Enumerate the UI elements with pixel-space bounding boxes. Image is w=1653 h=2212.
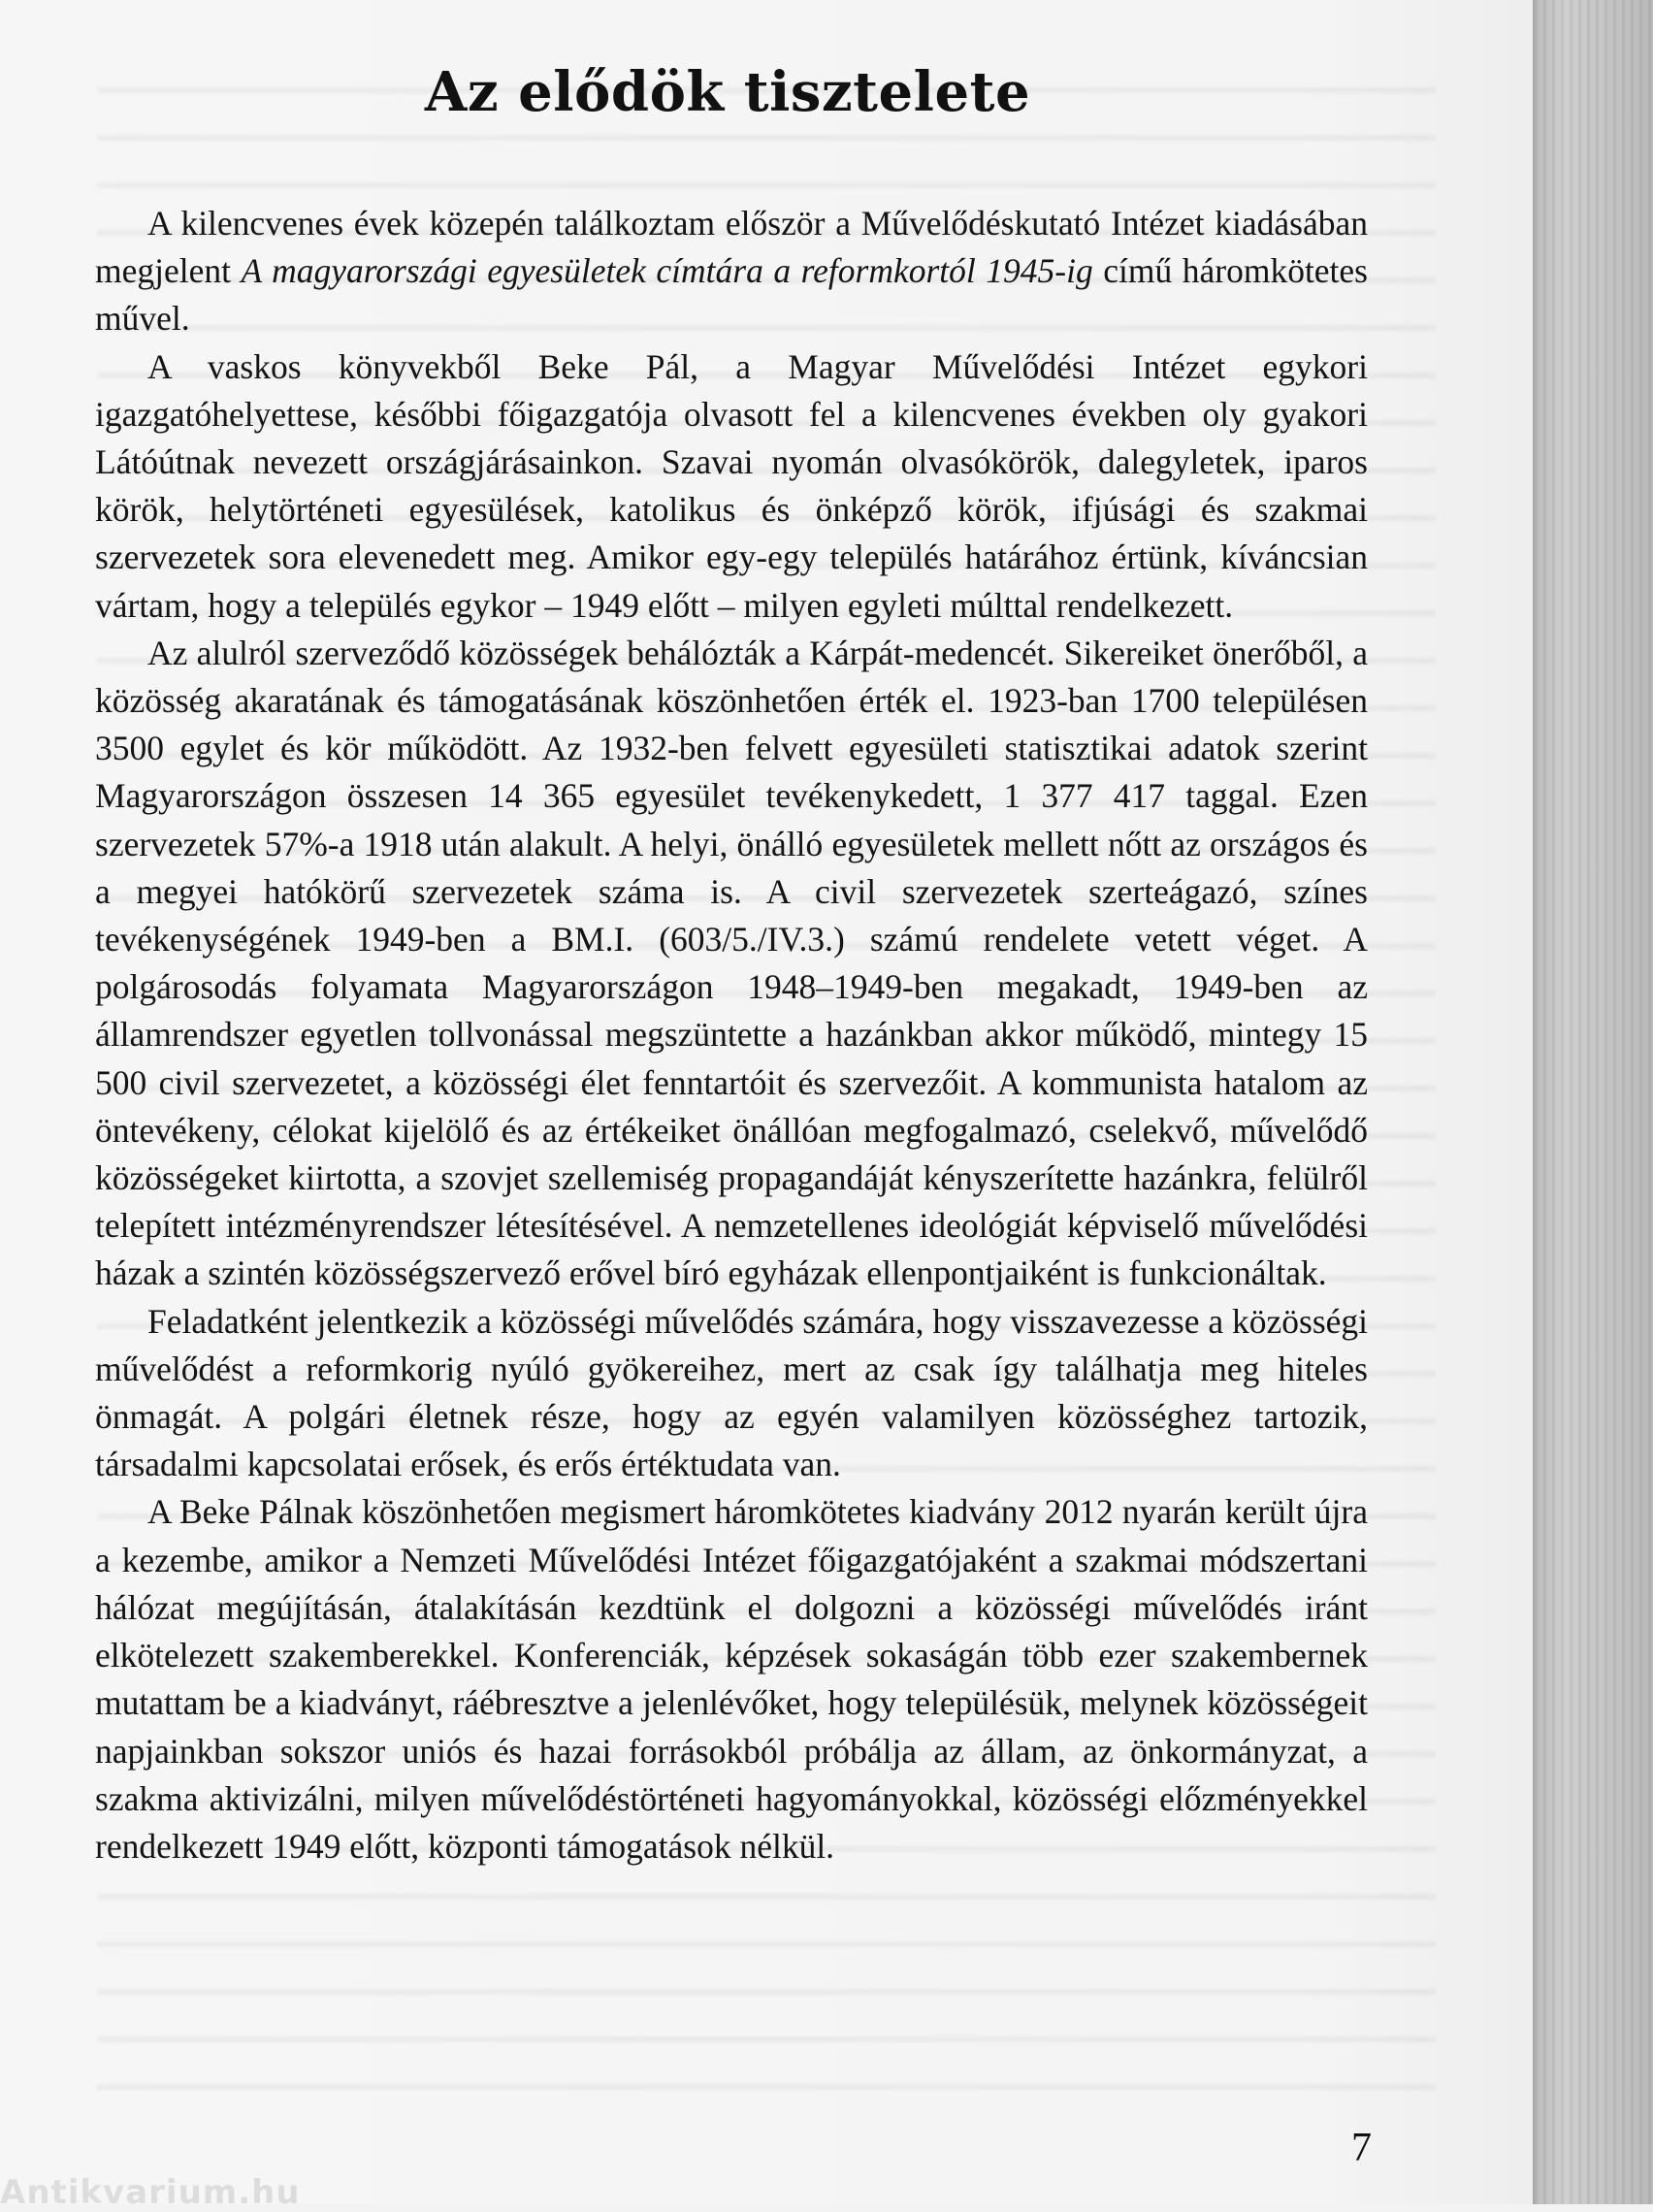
paragraph-1 <box>95 200 1368 343</box>
paragraph-2: A vaskos könyvekből Beke Pál, a Magyar Művelődési Intézet egykori igazgatóhelyettese, későbbi főigazgatója olvasott fel a kilencvenes években oly gyakori Látóútnak nevezett országjárásainkon. Szavai nyomán olvasókörök, dalegyletek, iparos körök, helytörténeti egyesülések, katolikus és önképző körök, ifjúsági és szakmai szervezetek sora elevenedett meg. Amikor egy-egy település határához értünk, kíváncsian vártam, hogy a település egykor – 1949 előtt – milyen egyleti múlttal rendelkezett. <box>95 346 1368 625</box>
page-stack-edge <box>1533 0 1653 2204</box>
watermark: Antikvarium.hu <box>0 2173 301 2212</box>
paragraph-1-book-title: A magyarországi egyesületek címtára a reformkortól 1945-ig <box>241 251 1093 291</box>
paragraph-4: Feladatként jelentkezik a közösségi művelődés számára, hogy visszavezesse a közösségi művelődést a reformkorig nyúló gyökereihez, mert az csak így találhatja meg hiteles önmagát. A polgári életnek része, hogy az egyén valamilyen közösséghez tartozik, társadalmi kapcsolatai erősek, és erős értéktudata van. <box>95 1301 1368 1484</box>
page-title: Az elődök tisztelete <box>424 60 1031 124</box>
paragraph-1-after: című háromkötetes művel. <box>95 251 1368 339</box>
page-number: 7 <box>1351 2126 1372 2170</box>
paragraph-1-before: A kilencvenes évek közepén találkoztam először a Művelődéskutató Intézet kiadásában megjelent <box>95 204 1368 291</box>
paragraph-5: A Beke Pálnak köszönhetően megismert háromkötetes kiadvány 2012 nyarán került újra a kezembe, amikor a Nemzeti Művelődési Intézet főigazgatójaként a szakmai módszertani hálózat megújításán, átalakításán kezdtünk el dolgozni a közösségi művelődés iránt elkötelezett szakemberekkel. Konferenciák, képzések sokaságán több ezer szakembernek mutattam be a kiadványt, ráébresztve a jelenlévőket, hogy településük, melynek közösségeit napjainkban sokszor uniós és hazai forrásokból próbálja az állam, az önkormányzat, a szakma aktivizálni, milyen művelődéstörténeti hagyományokkal, közösségi előzményekkel rendelkezett 1949 előtt, központi támogatások nélkül. <box>95 1492 1368 1866</box>
body-text <box>95 200 1368 1870</box>
paragraph-3: Az alulról szerveződő közösségek behálózták a Kárpát-medencét. Sikereiket önerőből, a közösség akaratának és támogatásának köszönhetően érték el. 1923-ban 1700 településen 3500 egylet és kör működött. Az 1932-ben felvett egyesületi statisztikai adatok szerint Magyarországon összesen 14 365 egyesület tevékenykedett, 1 377 417 taggal. Ezen szervezetek 57%-a 1918 után alakult. A helyi, önálló egyesületek mellett nőtt az országos és a megyei hatókörű szervezetek száma is. A civil szervezetek szerteágazó, színes tevékenységének 1949-ben a BM.I. (603/5./IV.3.) számú rendelete vetett véget. A polgárosodás folyamata Magyarországon 1948–1949-ben megakadt, 1949-ben az államrendszer egyetlen tollvonással megszüntette a hazánkban akkor működő, mintegy 15 500 civil szervezetet, a közösségi élet fenntartóit és szervezőit. A kommunista hatalom az öntevékeny, célokat kijelölő és az értékeiket önállóan megfogalmazó, cselekvő, művelődő közösségeket kiirtotta, a szovjet szellemiség propagandáját kényszerítette hazánkra, felülről telepített intézményrendszer létesítésével. A nemzetellenes ideológiát képviselő művelődési házak a szintén közösségszervező erővel bíró egyházak ellenpontjaiként is funkcionáltak. <box>95 633 1368 1293</box>
